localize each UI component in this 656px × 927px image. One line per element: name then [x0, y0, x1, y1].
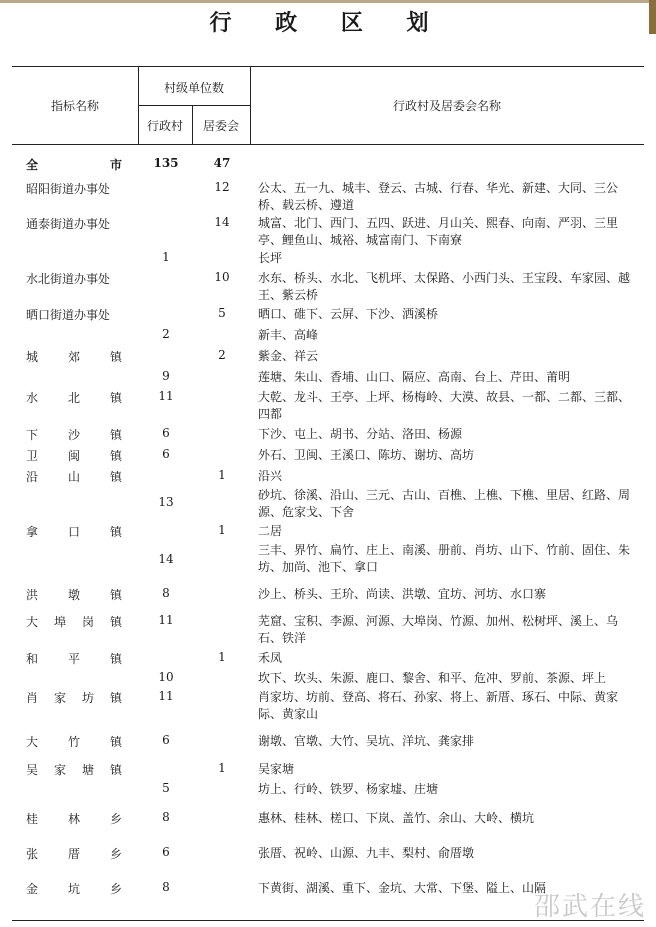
row-names: 水东、桥头、水北、飞机坪、太保路、小西门头、王宝段、车家园、越王、紫云桥	[258, 271, 631, 302]
row-name: 和 平 镇	[26, 652, 122, 666]
row-names: 三丰、界竹、扁竹、庄上、南溪、册前、肖坊、山下、竹前、固住、朱坊、加尚、池下、拿口	[258, 543, 631, 574]
row-name: 肖 家 坊 镇	[26, 691, 122, 705]
row-name: 昭阳街道办事处	[26, 182, 111, 196]
row-resident: 14	[214, 215, 230, 229]
row-name: 卫 闽 镇	[26, 449, 122, 463]
row-names: 城富、北门、西门、五四、跃进、月山关、熙春、向南、严羽、三里亭、鲤鱼山、城裕、城富南门、下南寮	[258, 216, 619, 247]
row-names: 坊上、行岭、铁罗、杨家墟、庄塘	[258, 782, 439, 796]
page-title: 行 政 区 划	[209, 10, 447, 36]
row-names: 沙上、桥头、王玠、尚读、洪墩、宜坊、河坊、水口寨	[258, 587, 547, 601]
row-village: 10	[158, 670, 174, 684]
row-names: 外石、卫闽、王溪口、陈坊、谢坊、高坊	[258, 448, 475, 462]
row-names: 二居	[258, 524, 283, 538]
row-resident: 1	[218, 761, 226, 775]
total-resident: 47	[213, 156, 231, 170]
row-name: 通泰街道办事处	[26, 217, 111, 231]
row-names: 下沙、屯上、胡书、分站、洛田、杨源	[258, 427, 463, 441]
row-resident: 1	[218, 468, 226, 482]
row-names: 公太、五一九、城丰、登云、古城、行春、华光、新建、大同、三公桥、载云桥、遵道	[258, 181, 619, 212]
row-village: 8	[162, 586, 170, 600]
row-resident: 10	[214, 270, 230, 284]
row-names: 吴家塘	[258, 762, 295, 776]
row-names: 坎下、坎头、朱源、鹿口、黎舍、和平、危冲、罗前、茶源、坪上	[258, 671, 607, 685]
row-village: 8	[162, 810, 170, 824]
row-name: 金 坑 乡	[26, 882, 122, 896]
row-resident: 1	[218, 523, 226, 537]
header-names: 行政村及居委会名称	[392, 99, 501, 113]
row-village: 6	[162, 447, 170, 461]
row-village: 5	[162, 781, 170, 795]
row-name: 大 埠 岗 镇	[26, 615, 122, 629]
header-unit-count: 村级单位数	[163, 81, 224, 95]
row-village: 1	[162, 250, 170, 264]
top-border	[0, 0, 656, 3]
row-name: 大 竹 镇	[26, 735, 122, 749]
row-village: 6	[162, 733, 170, 747]
row-village: 11	[158, 389, 174, 403]
row-names: 新丰、高峰	[258, 328, 319, 342]
row-village: 9	[162, 369, 170, 383]
row-names: 砂坑、徐溪、沿山、三元、古山、百樵、上樵、下樵、里居、红路、周源、危家戈、下舍	[258, 488, 631, 519]
row-resident: 5	[218, 306, 226, 320]
row-village: 11	[158, 613, 174, 627]
header-resident: 居委会	[202, 119, 239, 133]
table-top-rule	[12, 66, 644, 67]
row-resident: 12	[214, 180, 230, 194]
row-names: 张厝、祝岭、山源、九丰、梨村、俞厝墩	[258, 846, 475, 860]
site-watermark: 邵武在线	[533, 892, 646, 922]
row-village: 13	[158, 495, 174, 509]
row-names: 惠林、桂林、槎口、下岚、盖竹、余山、大岭、横坑	[258, 811, 535, 825]
row-names: 禾凤	[258, 651, 283, 665]
group-header-rule	[138, 105, 250, 106]
row-village: 14	[158, 552, 174, 566]
row-names: 晒口、碓下、云屏、下沙、洒溪桥	[258, 307, 439, 321]
header-village: 行政村	[146, 119, 183, 133]
row-name: 拿 口 镇	[26, 525, 122, 539]
row-name: 吴 家 塘 镇	[26, 763, 122, 777]
row-names: 肖家坊、坊前、登高、将石、孙家、将上、新厝、琢石、中际、黄家际、黄家山	[258, 690, 619, 721]
row-names: 莲塘、朱山、香埔、山口、隔应、高南、台上、芹田、莆明	[258, 370, 571, 384]
row-village: 6	[162, 845, 170, 859]
row-names: 紫金、祥云	[258, 349, 319, 363]
row-name: 沿 山 镇	[26, 470, 122, 484]
row-name: 城 郊 镇	[26, 350, 122, 364]
row-name: 下 沙 镇	[26, 428, 122, 442]
row-village: 6	[162, 426, 170, 440]
row-names: 沿兴	[258, 469, 283, 483]
total-label: 全 市	[26, 158, 122, 172]
row-names: 长坪	[258, 251, 283, 265]
header-indicator-name: 指标名称	[50, 99, 99, 113]
row-name: 桂 林 乡	[26, 812, 122, 826]
row-names: 谢墩、官墩、大竹、吴坑、洋坑、龚家排	[258, 734, 475, 748]
row-names: 下黄街、湖溪、重下、金坑、大常、下堡、隘上、山隔	[258, 881, 547, 895]
row-resident: 1	[218, 650, 226, 664]
row-village: 8	[162, 880, 170, 894]
row-name: 水 北 镇	[26, 391, 122, 405]
total-village: 135	[153, 156, 179, 170]
row-resident: 2	[218, 348, 226, 362]
row-names: 芜窟、宝积、李源、河源、大埠岗、竹源、加州、松树坪、溪上、乌石、铁洋	[258, 614, 619, 645]
row-village: 2	[162, 327, 170, 341]
row-name: 张 厝 乡	[26, 847, 122, 861]
row-name: 水北街道办事处	[26, 272, 111, 286]
row-name: 晒口街道办事处	[26, 308, 111, 322]
row-names: 大乾、龙斗、王亭、上坪、杨梅岭、大漠、故县、一都、二都、三都、四都	[258, 390, 631, 421]
header-bottom-rule	[12, 144, 644, 145]
row-name: 洪 墩 镇	[26, 588, 122, 602]
row-village: 11	[158, 689, 174, 703]
